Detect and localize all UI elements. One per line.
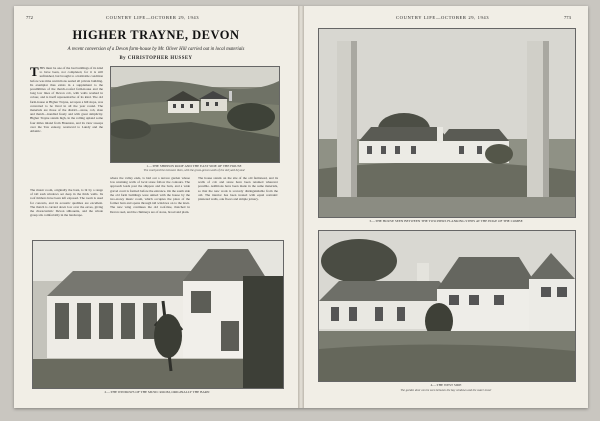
article-title: HIGHER TRAYNE, DEVON [72,28,240,42]
photo-west-side [318,230,576,382]
body-column-4: The music room, originally the barn, is lit by a range of tall sash windows set deep in the thick walls. Its roof timbers have been left exposed. The room is used for concerts, and its acoustic qualities are excellent. The thatch is carried down low over the eaves, giving the characteristic Devon silhouette, and the whole group sits comfortably in the landscape. [30,188,103,218]
running-header: COUNTRY LIFE—OCTOBER 29, 1943 [106,15,200,20]
body-column-1: THIS must be one of the last buildings of its kind to have been, not completed, for it is still unfinished, but brought to a habitable condition before war-time restrictions sealed all private building. Its exemplar thus exists in a supplement to the possibilities of the thatch-roofed farm-house and the long low lines of Devon cob, with walls washed in colour, and is itself representative of its kind. The old farm-house at Higher Trayne, set upon a hill slope, was converted to be lived in all the year round. The materials are those of the district—stone, cob, slate and thatch—handled freely and with great simplicity. Higher Trayne stands high, in the rolling upland some four miles inland from Braunton, and its view sweeps over the Taw estuary, westward to Lundy and the Atlantic. [30,66,103,134]
photo-2-caption: 2.—THE WINDOWS OF THE MUSIC ROOM, ORIGINALLY THE BARN [104,390,210,394]
body-column-3: The house stands on the site of the old farmstead, and its walls of cob and stone have been retained wherever possible. Additions have been made in the same materials, so that the new work is scarcely distinguishable from the old. The interior has been treated with equal restraint: plastered walls, oak floors and simple joinery. [198,176,278,202]
article-subtitle: A recent conversion of a Devon farm-house by Mr. Oliver Hill carried out in local materials [67,47,245,52]
byline: By CHRISTOPHER HUSSEY [119,56,193,61]
running-header: COUNTRY LIFE—OCTOBER 29, 1943 [396,15,490,20]
photo-4-subcaption: The garden door can be seen between the bay windows and the water tower [400,388,492,392]
photo-1-caption: 1.—THE SHIPPON ROOF AND THE EAST SIDE OF THE HOUSE [146,164,242,168]
page-number: 773 [564,15,571,20]
photo-1-subcaption: The courtyard lies between them, with the grass-grown walls of the old yard beyond [143,168,245,172]
left-page [14,6,298,408]
page-number: 772 [26,15,33,20]
right-page [304,6,588,408]
magazine-spread [14,6,588,408]
drop-cap: T [30,66,39,79]
photo-house-between-piers [318,28,576,218]
photo-4-caption: 4.—THE WEST SIDE [430,383,462,387]
photo-music-room [32,240,284,389]
photo-shippon-roof [110,66,280,163]
photo-3-caption: 3.—THE HOUSE SEEN BETWEEN THE TWO PIERS FLANKING STEPS AT THE EDGE OF THE COMBE [369,219,523,223]
body-column-2: where the valley ends, is laid out a terrace garden whose low retaining walls of local stone follow the contours. The approach leads past the shippon and the barn, and a wide gravel court is formed before the entrance. On the south side the old farm buildings were united with the house by the two-storey music room, which occupies the place of the former barn and opens through tall windows on to the lawn. The new wing continues the old roof-line, thatched in Devon reed, and the chimneys are of stone, broad and plain. [110,176,190,214]
